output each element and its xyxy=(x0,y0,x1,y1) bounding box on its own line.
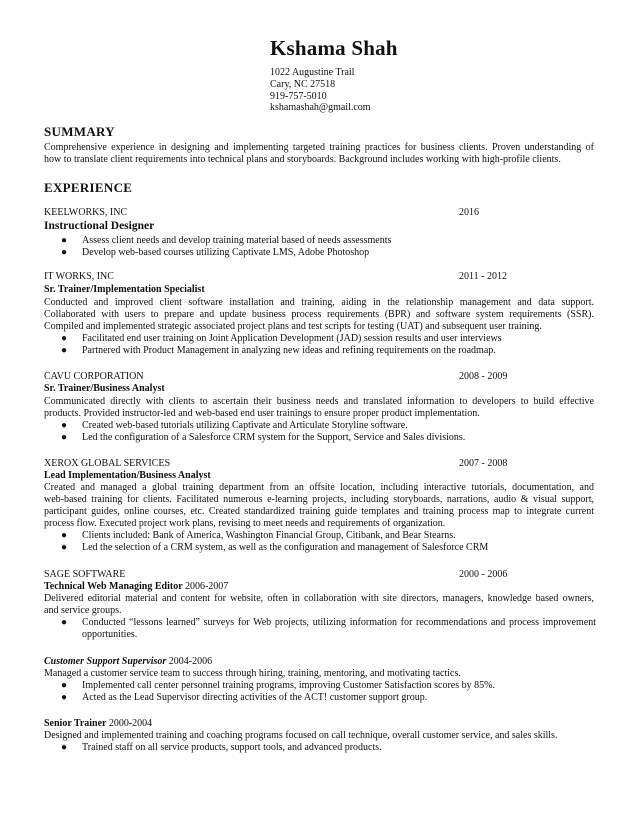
list-item: ● Led the selection of a CRM system, as well as the configuration and management of Salesforce CRM xyxy=(61,541,489,553)
job-dates: 2007 - 2008 xyxy=(459,458,508,469)
job-bullets xyxy=(44,235,596,259)
bullet-icon: ● xyxy=(61,420,68,431)
job-company: XEROX GLOBAL SERVICES xyxy=(44,458,171,469)
job-bullets xyxy=(44,680,596,704)
job-company: IT WORKS, INC xyxy=(44,271,114,282)
summary-line-1: Comprehensive experience in designing and implementing targeted training practices for business clients. Proven understanding of xyxy=(44,142,594,153)
role-dates: 2000-2004 xyxy=(108,718,153,729)
job-role: Lead Implementation/Business Analyst xyxy=(44,470,211,481)
role-title: Senior Trainer xyxy=(44,718,107,729)
job-bullets xyxy=(44,617,596,641)
candidate-name: Kshama Shah xyxy=(270,36,398,60)
list-item: ● Facilitated end user training on Joint Application Development (JAD) session results and user interviews xyxy=(61,333,502,344)
list-item: ● Created web-based tutorials utilizing Captivate and Articulate Storyline software. xyxy=(61,420,408,431)
role-dates: 2006-2007 xyxy=(184,581,229,592)
list-item: ● Develop web-based courses utilizing Captivate LMS, Adobe Photoshop xyxy=(61,246,370,258)
role-title: Technical Web Managing Editor xyxy=(44,581,183,592)
job-dates: 2008 - 2009 xyxy=(459,371,508,382)
list-item: ● Clients included: Bank of America, Washington Financial Group, Citibank, and Bear Stearns. xyxy=(61,530,456,541)
list-item: ● Led the configuration of a Salesforce CRM system for the Support, Service and Sales divisions. xyxy=(61,431,466,443)
bullet-icon: ● xyxy=(61,680,68,691)
job-bullets xyxy=(44,333,596,357)
job-description-line: and service groups. xyxy=(44,605,122,616)
list-item: ● Assess client needs and develop training material based of needs assessments xyxy=(61,235,392,246)
job-description-line: products. Provided instructor-led and web-based end user trainings to ensure proper product implementation. xyxy=(44,408,480,419)
role-title: Customer Support Supervisor xyxy=(44,656,167,667)
bullet-icon: ● xyxy=(61,431,68,443)
bullet-icon: ● xyxy=(61,617,68,628)
job-description-line: Delivered editorial material and content for website, often in collaboration with site directors, managers, knowledge based owners, xyxy=(44,593,594,604)
list-item: ● Trained staff on all service products, support tools, and advanced products. xyxy=(61,742,382,753)
job-role xyxy=(44,718,152,730)
bullet-icon: ● xyxy=(61,691,68,703)
bullet-icon: ● xyxy=(61,246,68,258)
job-description-line: Collaborated with users to prepare and update business process requirements (BPR) and software system requirements (SSR). xyxy=(44,309,594,320)
bullet-icon: ● xyxy=(61,333,68,344)
job-description-line: Conducted and improved client software installation and training, aiding in the relationship management and data support. xyxy=(44,297,594,308)
job-role xyxy=(44,656,212,668)
bullet-icon: ● xyxy=(61,541,68,553)
job-description-line: Created and managed a global training department from an offsite location, including interactive tutorials, documentation, and xyxy=(44,482,594,493)
job-description-line: Designed and implemented training and coaching programs focused on call technique, overall customer service, and sales skills. xyxy=(44,730,558,741)
address-city: Cary, NC 27518 xyxy=(270,78,336,90)
job-dates: 2011 - 2012 xyxy=(459,271,507,282)
job-bullets xyxy=(44,530,596,554)
job-description-line: Managed a customer service team to success through hiring, training, mentoring, and motivating tactics. xyxy=(44,668,461,679)
job-role: Sr. Trainer/Implementation Specialist xyxy=(44,284,205,295)
job-role: Instructional Designer xyxy=(44,220,155,232)
job-dates: 2000 - 2006 xyxy=(459,569,508,580)
job-company: CAVU CORPORATION xyxy=(44,371,144,382)
job-dates: 2016 xyxy=(459,207,479,218)
job-description-line: Compiled and implemented strategic associated project plans and test scripts for testing (UAT) and subsequent user training. xyxy=(44,321,542,332)
job-company: KEELWORKS, INC xyxy=(44,207,128,218)
list-item: ● Acted as the Lead Supervisor directing activities of the ACT! customer support group. xyxy=(61,691,428,703)
contact-block xyxy=(270,67,371,114)
experience-heading: EXPERIENCE xyxy=(44,180,133,195)
job-role: Sr. Trainer/Business Analyst xyxy=(44,383,165,394)
bullet-icon: ● xyxy=(61,742,68,753)
bullet-icon: ● xyxy=(61,344,68,356)
summary-line-2: how to translate client requirements into technical plans and storyboards. Background includes working with high-profile clients. xyxy=(44,154,561,165)
role-dates: 2004-2006 xyxy=(168,656,213,667)
list-item: ● Partnered with Product Management in analyzing new ideas and refining requirements on the roadmap. xyxy=(61,344,496,356)
summary-heading: SUMMARY xyxy=(44,124,115,139)
job-bullets xyxy=(44,420,596,444)
address-street: 1022 Augustine Trail xyxy=(270,67,355,78)
phone-number: 919-757-5010 xyxy=(270,90,327,102)
job-description-line: participant guides, online courses, etc. Created standardized training guide templates and training process map to integrate current xyxy=(44,506,594,517)
bullet-icon: ● xyxy=(61,235,68,246)
list-item: ● Implemented call center personnel training programs, improving Customer Satisfaction scores by 85%. xyxy=(61,680,495,691)
job-role xyxy=(44,581,228,593)
job-description-line: process flow. Executed project work plans, revising to meet needs and requirements of organization. xyxy=(44,518,446,529)
job-bullets xyxy=(44,742,596,754)
job-description-line: web-based training for clients. Facilitated numerous e-learning projects, including storyboards, narrations, audio & visual support, xyxy=(44,494,594,505)
list-item: ● Conducted “lessons learned” surveys for Web projects, utilizing information for recommendations and process improvement opportunities. xyxy=(61,617,596,640)
email-address: kshamashah@gmail.com xyxy=(270,102,371,114)
job-description-line: Communicated directly with clients to ascertain their business needs and translated information to developers to build effective xyxy=(44,396,594,407)
job-company: SAGE SOFTWARE xyxy=(44,569,126,580)
bullet-icon: ● xyxy=(61,530,68,541)
